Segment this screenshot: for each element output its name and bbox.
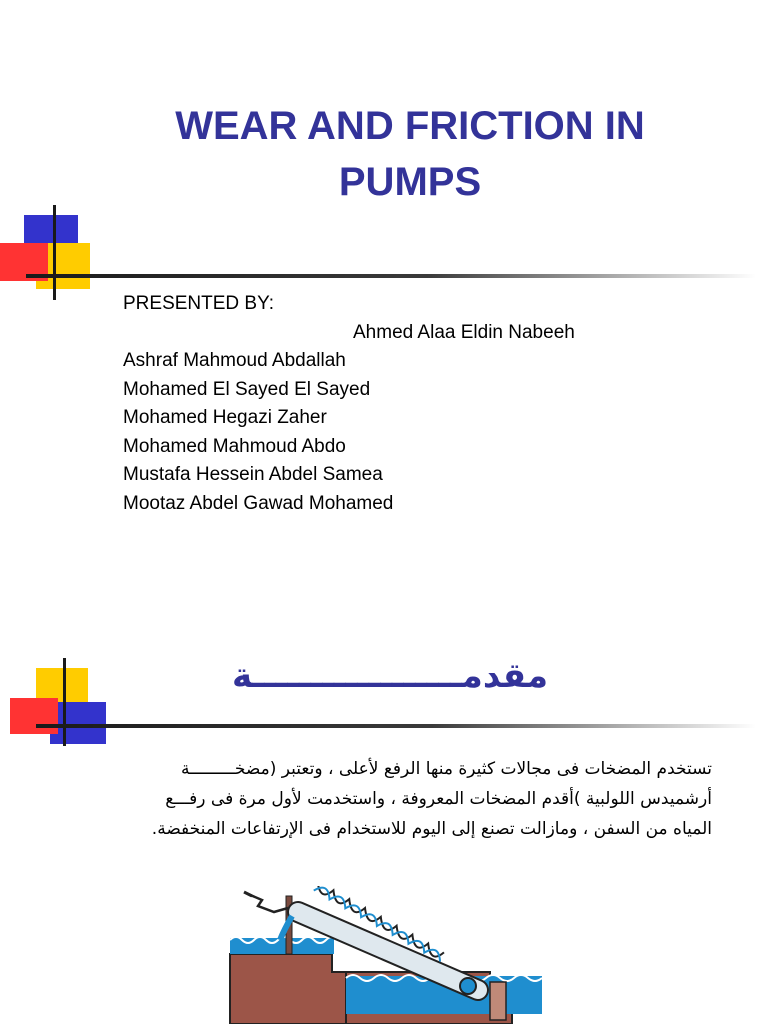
- paragraph-line: أرشميدس اللولبية )أقدم المضخات المعروفة ، واستخدمت لأول مرة فى رفـــع: [165, 789, 712, 809]
- lower-ground: [230, 954, 346, 1024]
- presenter-name: Mohamed El Sayed El Sayed: [123, 378, 371, 400]
- deco-red-square: [10, 698, 58, 734]
- paragraph-line: المياه من السفن ، ومازالت تصنع إلى اليوم للاستخدام فى الإرتفاعات المنخفضة.: [151, 819, 712, 839]
- presenter-name: Ashraf Mahmoud Abdallah: [123, 350, 346, 371]
- presenters-list: [123, 290, 723, 518]
- corner-decoration: [0, 205, 100, 300]
- screw-base-wheel: [460, 978, 476, 994]
- presenter-name: Mustafa Hessein Abdel Samea: [123, 464, 383, 485]
- introduction-slide: [0, 620, 768, 1024]
- corner-decoration: [10, 658, 110, 748]
- title-divider: [26, 274, 756, 278]
- title-line-2: PUMPS: [338, 160, 482, 204]
- deco-vertical-line: [63, 658, 66, 746]
- deco-blue-square: [50, 702, 106, 744]
- presenter-name: Mohamed Hegazi Zaher: [123, 407, 327, 428]
- section-heading: مقدمــــــــــــــــــة: [231, 656, 548, 696]
- crank-handle: [248, 894, 288, 912]
- deco-vertical-line: [53, 205, 56, 300]
- presenter-name: Ahmed Alaa Eldin Nabeeh: [353, 321, 575, 343]
- presented-by-label: PRESENTED BY:: [123, 293, 274, 314]
- heading-divider: [36, 724, 756, 728]
- presenter-name: Mootaz Abdel Gawad Mohamed: [123, 492, 394, 514]
- presenter-name: Mohamed Mahmoud Abdo: [123, 435, 346, 457]
- archimedes-screw-illustration: [228, 886, 544, 1024]
- title-line-1: WEAR AND FRICTION IN: [175, 104, 645, 148]
- paragraph-line: تستخدم المضخات فى مجالات كثيرة منها الرفع لأعلى ، وتعتبر (مضخـــــــــة: [180, 759, 712, 779]
- page-title: [60, 98, 760, 210]
- intro-paragraph: [70, 754, 712, 844]
